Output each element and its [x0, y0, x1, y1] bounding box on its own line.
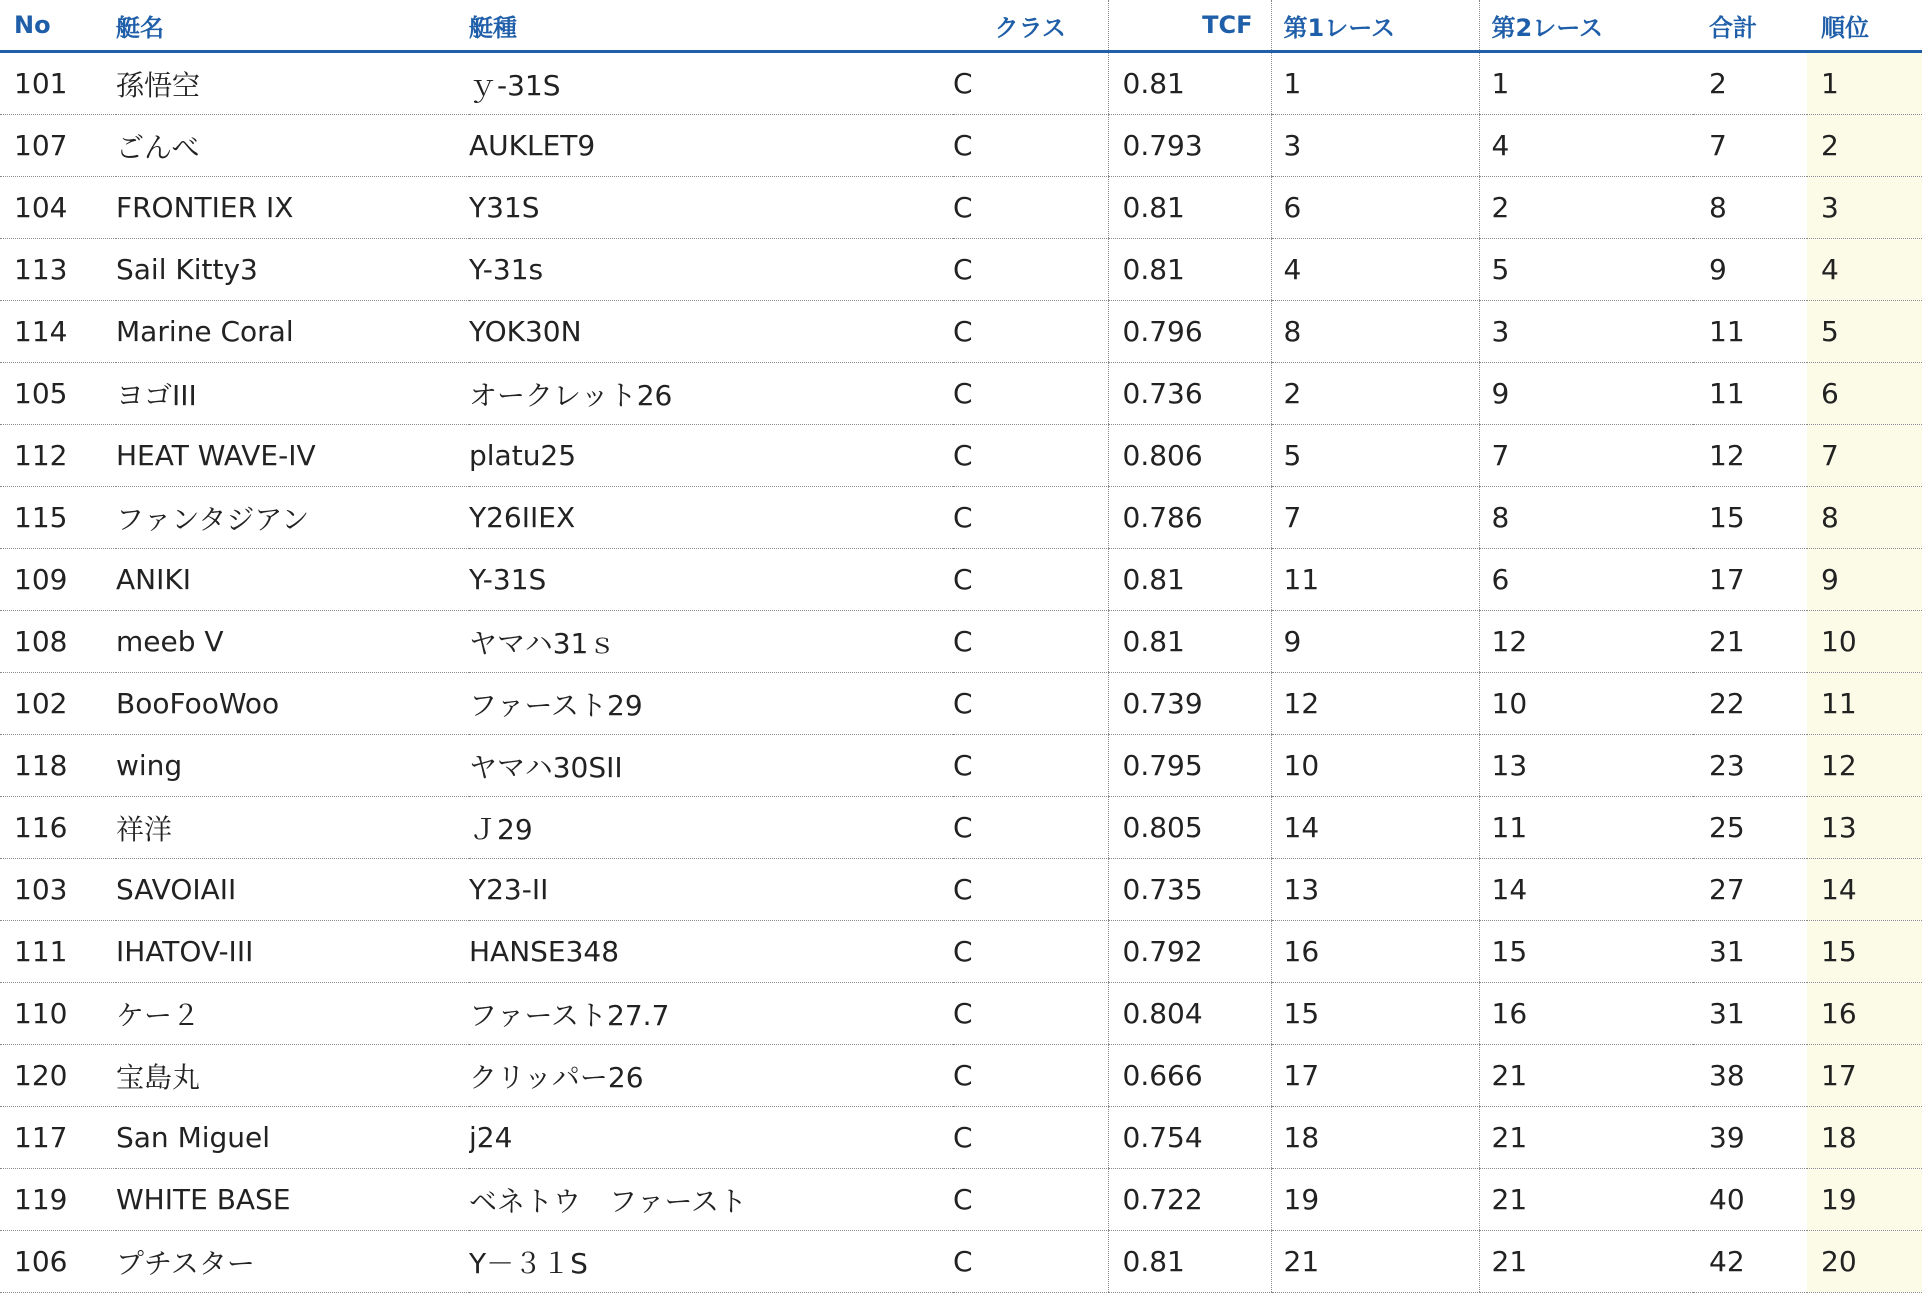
cell-boat-type: ファースト29 — [469, 673, 953, 735]
cell-race-1: 12 — [1271, 673, 1479, 735]
table-row — [0, 425, 1922, 487]
cell-class: C — [953, 921, 1108, 983]
cell-boat-name: Marine Coral — [116, 301, 469, 363]
cell-boat-type: ファースト27.7 — [469, 983, 953, 1045]
cell-race-1: 2 — [1271, 363, 1479, 425]
cell-tcf: 0.81 — [1108, 239, 1271, 301]
cell-boat-type: オークレット26 — [469, 363, 953, 425]
cell-no: 114 — [0, 301, 116, 363]
cell-boat-type: ｙ-31S — [469, 52, 953, 115]
cell-tcf: 0.736 — [1108, 363, 1271, 425]
cell-total: 12 — [1693, 425, 1807, 487]
table-row — [0, 239, 1922, 301]
cell-no: 112 — [0, 425, 116, 487]
cell-rank: 14 — [1807, 859, 1922, 921]
cell-rank: 5 — [1807, 301, 1922, 363]
cell-total: 22 — [1693, 673, 1807, 735]
header-total[interactable]: 合計 — [1693, 0, 1807, 52]
cell-race-2: 10 — [1479, 673, 1693, 735]
cell-rank: 9 — [1807, 549, 1922, 611]
cell-boat-name: IHATOV-III — [116, 921, 469, 983]
cell-rank: 7 — [1807, 425, 1922, 487]
cell-total: 11 — [1693, 301, 1807, 363]
cell-class: C — [953, 301, 1108, 363]
cell-race-2: 3 — [1479, 301, 1693, 363]
cell-race-2: 15 — [1479, 921, 1693, 983]
cell-no: 116 — [0, 797, 116, 859]
cell-boat-name: San Miguel — [116, 1107, 469, 1169]
cell-boat-type: ベネトウ ファースト — [469, 1169, 953, 1231]
cell-race-1: 9 — [1271, 611, 1479, 673]
cell-tcf: 0.796 — [1108, 301, 1271, 363]
cell-tcf: 0.786 — [1108, 487, 1271, 549]
header-class[interactable]: クラス — [953, 0, 1108, 52]
cell-tcf: 0.795 — [1108, 735, 1271, 797]
cell-boat-type: platu25 — [469, 425, 953, 487]
cell-boat-type: YOK30N — [469, 301, 953, 363]
cell-rank: 10 — [1807, 611, 1922, 673]
cell-no: 120 — [0, 1045, 116, 1107]
cell-race-1: 18 — [1271, 1107, 1479, 1169]
cell-boat-type: Y-31S — [469, 549, 953, 611]
cell-tcf: 0.792 — [1108, 921, 1271, 983]
cell-race-2: 9 — [1479, 363, 1693, 425]
cell-class: C — [953, 115, 1108, 177]
cell-no: 113 — [0, 239, 116, 301]
cell-boat-name: 孫悟空 — [116, 52, 469, 115]
cell-total: 27 — [1693, 859, 1807, 921]
cell-boat-type: Ｊ29 — [469, 797, 953, 859]
cell-race-1: 17 — [1271, 1045, 1479, 1107]
cell-class: C — [953, 239, 1108, 301]
cell-class: C — [953, 797, 1108, 859]
table-row — [0, 52, 1922, 115]
cell-race-1: 10 — [1271, 735, 1479, 797]
cell-no: 101 — [0, 52, 116, 115]
cell-rank: 13 — [1807, 797, 1922, 859]
cell-total: 31 — [1693, 983, 1807, 1045]
cell-boat-name: ケー２ — [116, 983, 469, 1045]
cell-class: C — [953, 859, 1108, 921]
table-row — [0, 859, 1922, 921]
cell-boat-type: クリッパー26 — [469, 1045, 953, 1107]
cell-race-2: 8 — [1479, 487, 1693, 549]
cell-race-2: 7 — [1479, 425, 1693, 487]
cell-class: C — [953, 549, 1108, 611]
table-row — [0, 1107, 1922, 1169]
table-row — [0, 363, 1922, 425]
cell-tcf: 0.81 — [1108, 611, 1271, 673]
cell-total: 38 — [1693, 1045, 1807, 1107]
cell-boat-name: ファンタジアン — [116, 487, 469, 549]
results-body — [0, 52, 1922, 1293]
cell-total: 23 — [1693, 735, 1807, 797]
cell-tcf: 0.81 — [1108, 177, 1271, 239]
cell-rank: 15 — [1807, 921, 1922, 983]
table-row — [0, 115, 1922, 177]
cell-tcf: 0.754 — [1108, 1107, 1271, 1169]
cell-rank: 1 — [1807, 52, 1922, 115]
cell-race-2: 21 — [1479, 1231, 1693, 1293]
cell-rank: 16 — [1807, 983, 1922, 1045]
cell-boat-name: wing — [116, 735, 469, 797]
cell-boat-name: SAVOIAII — [116, 859, 469, 921]
cell-race-1: 8 — [1271, 301, 1479, 363]
cell-race-1: 4 — [1271, 239, 1479, 301]
cell-total: 25 — [1693, 797, 1807, 859]
cell-boat-type: Y-31s — [469, 239, 953, 301]
cell-rank: 17 — [1807, 1045, 1922, 1107]
cell-race-1: 5 — [1271, 425, 1479, 487]
cell-no: 109 — [0, 549, 116, 611]
cell-race-2: 14 — [1479, 859, 1693, 921]
cell-rank: 8 — [1807, 487, 1922, 549]
cell-rank: 4 — [1807, 239, 1922, 301]
cell-tcf: 0.666 — [1108, 1045, 1271, 1107]
cell-class: C — [953, 487, 1108, 549]
cell-race-2: 16 — [1479, 983, 1693, 1045]
table-row — [0, 673, 1922, 735]
cell-tcf: 0.81 — [1108, 52, 1271, 115]
cell-race-1: 11 — [1271, 549, 1479, 611]
header-row — [0, 0, 1922, 52]
cell-class: C — [953, 363, 1108, 425]
cell-no: 118 — [0, 735, 116, 797]
cell-tcf: 0.739 — [1108, 673, 1271, 735]
table-row — [0, 797, 1922, 859]
cell-total: 40 — [1693, 1169, 1807, 1231]
cell-tcf: 0.81 — [1108, 1231, 1271, 1293]
header-race-1[interactable]: 第1レース — [1271, 0, 1479, 52]
cell-boat-name: FRONTIER IX — [116, 177, 469, 239]
cell-boat-type: AUKLET9 — [469, 115, 953, 177]
cell-race-2: 2 — [1479, 177, 1693, 239]
table-row — [0, 1231, 1922, 1293]
cell-class: C — [953, 1169, 1108, 1231]
cell-boat-name: ヨゴIII — [116, 363, 469, 425]
cell-race-2: 21 — [1479, 1169, 1693, 1231]
cell-race-1: 21 — [1271, 1231, 1479, 1293]
cell-boat-type: HANSE348 — [469, 921, 953, 983]
cell-race-2: 5 — [1479, 239, 1693, 301]
cell-boat-name: ごんべ — [116, 115, 469, 177]
cell-boat-type: Y26IIEX — [469, 487, 953, 549]
header-boat-name[interactable]: 艇名 — [116, 0, 469, 52]
cell-no: 107 — [0, 115, 116, 177]
header-race-2[interactable]: 第2レース — [1479, 0, 1693, 52]
cell-no: 102 — [0, 673, 116, 735]
header-tcf[interactable]: TCF — [1108, 0, 1271, 52]
cell-no: 110 — [0, 983, 116, 1045]
cell-race-2: 13 — [1479, 735, 1693, 797]
cell-class: C — [953, 425, 1108, 487]
header-boat-type[interactable]: 艇種 — [469, 0, 953, 52]
cell-class: C — [953, 611, 1108, 673]
cell-class: C — [953, 735, 1108, 797]
cell-rank: 6 — [1807, 363, 1922, 425]
cell-rank: 20 — [1807, 1231, 1922, 1293]
cell-no: 104 — [0, 177, 116, 239]
cell-total: 42 — [1693, 1231, 1807, 1293]
cell-boat-name: meeb V — [116, 611, 469, 673]
cell-race-1: 3 — [1271, 115, 1479, 177]
cell-total: 11 — [1693, 363, 1807, 425]
cell-race-2: 1 — [1479, 52, 1693, 115]
cell-total: 15 — [1693, 487, 1807, 549]
cell-rank: 18 — [1807, 1107, 1922, 1169]
cell-race-1: 7 — [1271, 487, 1479, 549]
header-no[interactable]: No — [0, 0, 116, 52]
cell-tcf: 0.804 — [1108, 983, 1271, 1045]
cell-rank: 3 — [1807, 177, 1922, 239]
table-row — [0, 301, 1922, 363]
cell-no: 117 — [0, 1107, 116, 1169]
cell-rank: 12 — [1807, 735, 1922, 797]
cell-race-1: 19 — [1271, 1169, 1479, 1231]
cell-class: C — [953, 52, 1108, 115]
cell-no: 111 — [0, 921, 116, 983]
table-row — [0, 549, 1922, 611]
cell-total: 9 — [1693, 239, 1807, 301]
table-row — [0, 1169, 1922, 1231]
cell-tcf: 0.722 — [1108, 1169, 1271, 1231]
cell-race-1: 1 — [1271, 52, 1479, 115]
cell-class: C — [953, 673, 1108, 735]
table-row — [0, 735, 1922, 797]
table-row — [0, 921, 1922, 983]
cell-class: C — [953, 1231, 1108, 1293]
cell-total: 2 — [1693, 52, 1807, 115]
cell-boat-type: Y31S — [469, 177, 953, 239]
table-row — [0, 177, 1922, 239]
cell-race-1: 16 — [1271, 921, 1479, 983]
cell-boat-type: j24 — [469, 1107, 953, 1169]
cell-race-1: 13 — [1271, 859, 1479, 921]
cell-total: 8 — [1693, 177, 1807, 239]
cell-tcf: 0.805 — [1108, 797, 1271, 859]
cell-no: 108 — [0, 611, 116, 673]
cell-no: 103 — [0, 859, 116, 921]
cell-boat-type: Y23-II — [469, 859, 953, 921]
cell-race-2: 6 — [1479, 549, 1693, 611]
cell-race-1: 15 — [1271, 983, 1479, 1045]
cell-boat-type: Y－３１S — [469, 1231, 953, 1293]
cell-boat-name: HEAT WAVE-IV — [116, 425, 469, 487]
cell-no: 105 — [0, 363, 116, 425]
cell-boat-name: ANIKI — [116, 549, 469, 611]
cell-class: C — [953, 983, 1108, 1045]
cell-boat-name: 宝島丸 — [116, 1045, 469, 1107]
cell-total: 21 — [1693, 611, 1807, 673]
cell-boat-name: BooFooWoo — [116, 673, 469, 735]
cell-boat-type: ヤマハ31ｓ — [469, 611, 953, 673]
cell-class: C — [953, 1045, 1108, 1107]
cell-race-1: 14 — [1271, 797, 1479, 859]
cell-race-2: 4 — [1479, 115, 1693, 177]
cell-tcf: 0.793 — [1108, 115, 1271, 177]
table-row — [0, 611, 1922, 673]
cell-no: 119 — [0, 1169, 116, 1231]
cell-tcf: 0.806 — [1108, 425, 1271, 487]
table-row — [0, 983, 1922, 1045]
cell-no: 115 — [0, 487, 116, 549]
cell-boat-name: WHITE BASE — [116, 1169, 469, 1231]
cell-no: 106 — [0, 1231, 116, 1293]
cell-race-2: 21 — [1479, 1107, 1693, 1169]
cell-tcf: 0.735 — [1108, 859, 1271, 921]
header-rank[interactable]: 順位 — [1807, 0, 1922, 52]
cell-boat-name: プチスター — [116, 1231, 469, 1293]
table-row — [0, 487, 1922, 549]
cell-race-2: 12 — [1479, 611, 1693, 673]
cell-class: C — [953, 177, 1108, 239]
cell-boat-name: 祥洋 — [116, 797, 469, 859]
cell-race-1: 6 — [1271, 177, 1479, 239]
cell-total: 39 — [1693, 1107, 1807, 1169]
cell-rank: 2 — [1807, 115, 1922, 177]
cell-boat-name: Sail Kitty3 — [116, 239, 469, 301]
table-row — [0, 1045, 1922, 1107]
cell-total: 7 — [1693, 115, 1807, 177]
cell-race-2: 11 — [1479, 797, 1693, 859]
cell-race-2: 21 — [1479, 1045, 1693, 1107]
cell-rank: 11 — [1807, 673, 1922, 735]
cell-tcf: 0.81 — [1108, 549, 1271, 611]
cell-class: C — [953, 1107, 1108, 1169]
cell-total: 31 — [1693, 921, 1807, 983]
cell-rank: 19 — [1807, 1169, 1922, 1231]
cell-boat-type: ヤマハ30SII — [469, 735, 953, 797]
cell-total: 17 — [1693, 549, 1807, 611]
